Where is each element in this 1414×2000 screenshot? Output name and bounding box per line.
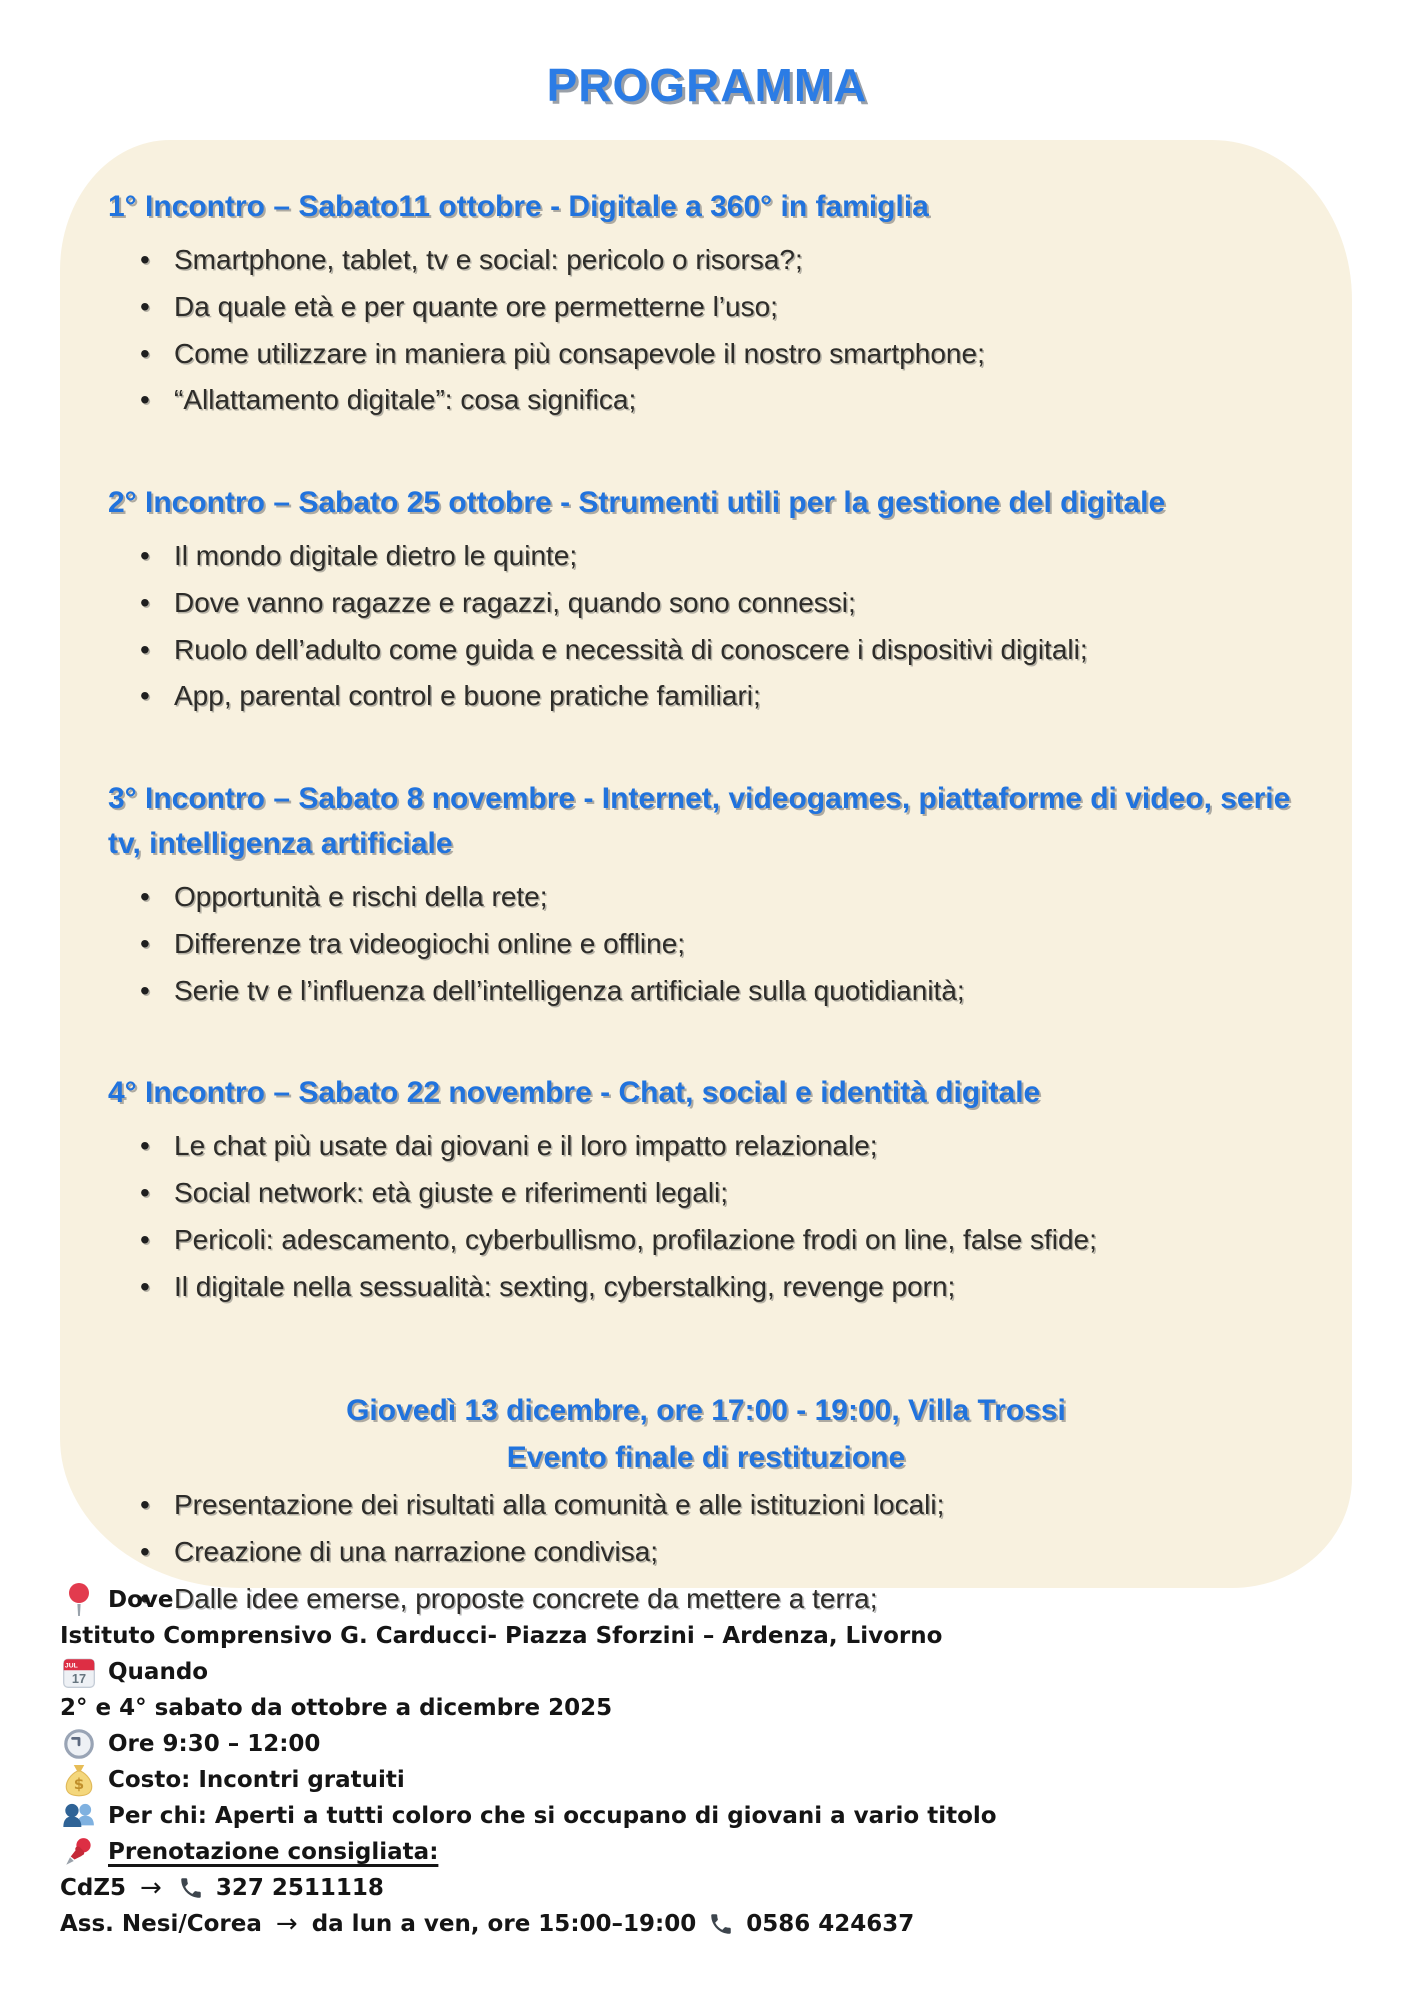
bullet-list: [108, 533, 1304, 720]
bullet-item: • Dalle idee emerse, proposte concrete da mettere a terra;: [140, 1576, 1304, 1623]
bullet-list: [108, 874, 1304, 1014]
money-bag-icon: [60, 1762, 98, 1798]
info-row-costo: [60, 1762, 1360, 1798]
costo-value: Costo: Incontri gratuiti: [108, 1766, 405, 1793]
info-row-dove: [60, 1582, 1360, 1618]
bullet-item: • “Allattamento digitale”: cosa significa;: [140, 377, 1304, 424]
dove-label: Dove: [108, 1586, 174, 1613]
calendar-icon: [60, 1654, 98, 1690]
section-heading: 1° Incontro – Sabato11 ottobre - Digitale a 360° in famiglia: [108, 190, 929, 223]
section-heading: 4° Incontro – Sabato 22 novembre - Chat, social e identità digitale: [108, 1076, 1041, 1110]
dove-value: Istituto Comprensivo G. Carducci- Piazza Sforzini – Ardenza, Livorno: [60, 1622, 943, 1649]
booking-name: Ass. Nesi/Corea: [60, 1910, 262, 1937]
info-row-ore: [60, 1726, 1360, 1762]
arrow-glyph: →: [275, 1909, 298, 1939]
prenotazione-label: Prenotazione consigliata:: [108, 1838, 439, 1865]
svg-text:JUL: JUL: [64, 1662, 78, 1670]
bullet-item: • Ruolo dell’adulto come guida e necessità di conoscere i dispositivi digitali;: [140, 627, 1304, 674]
bullet-item: • Il digitale nella sessualità: sexting, cyberstalking, revenge porn;: [140, 1264, 1304, 1311]
section-heading: 2° Incontro – Sabato 25 ottobre - Strumenti utili per la gestione del digitale: [108, 486, 1166, 519]
info-row-quando: [60, 1654, 1360, 1690]
bullet-list: [108, 237, 1304, 424]
info-row-dove-value: [60, 1618, 1360, 1654]
section-incontro-1: [108, 184, 1304, 424]
info-row-per-chi: [60, 1798, 1360, 1834]
info-row-quando-value: [60, 1690, 1360, 1726]
bullet-item: • Social network: età giuste e riferimenti legali;: [140, 1170, 1304, 1217]
bullet-item: • Le chat più usate dai giovani e il loro impatto relazionale;: [140, 1123, 1304, 1170]
svg-text:$: $: [73, 1775, 85, 1793]
info-row-booking-nesi: [60, 1906, 1360, 1942]
bullet-item: • Opportunità e rischi della rete;: [140, 874, 1304, 921]
bullet-item: • Serie tv e l’influenza dell’intelligenza artificiale sulla quotidianità;: [140, 968, 1304, 1015]
bullet-item: • Smartphone, tablet, tv e social: pericolo o risorsa?;: [140, 237, 1304, 284]
info-block: [60, 1582, 1360, 1942]
section-heading: 3° Incontro – Sabato 8 novembre - Internet, videogames, piattaforme di video, serie tv, intelligenza artificiale: [108, 782, 1291, 860]
bullet-item: • Come utilizzare in maniera più consapevole il nostro smartphone;: [140, 331, 1304, 378]
ore-value: Ore 9:30 – 12:00: [108, 1730, 321, 1757]
svg-text:17: 17: [71, 1671, 87, 1687]
bullet-item: • Pericoli: adescamento, cyberbullismo, profilazione frodi on line, false sfide;: [140, 1217, 1304, 1264]
per-chi-value: Per chi: Aperti a tutti coloro che si occupano di giovani a vario titolo: [108, 1802, 997, 1829]
info-row-prenotazione: [60, 1834, 1360, 1870]
booking-phone: 0586 424637: [746, 1910, 915, 1937]
section-incontro-4: [108, 1070, 1304, 1310]
phone-receiver-icon: [176, 1870, 206, 1906]
phone-receiver-icon: [706, 1906, 736, 1942]
pushpin-icon: [60, 1834, 98, 1870]
section-incontro-3: [108, 776, 1304, 1014]
busts-people-icon: [60, 1798, 98, 1834]
section-incontro-2: [108, 480, 1304, 720]
clock-icon: [60, 1726, 98, 1762]
final-event-title: Evento finale di restituzione: [506, 1441, 906, 1475]
bullet-item: • Presentazione dei risultati alla comunità e alle istituzioni locali;: [140, 1482, 1304, 1529]
booking-name: CdZ5: [60, 1874, 127, 1901]
bullet-list: [108, 1123, 1304, 1310]
arrow-glyph: →: [140, 1873, 162, 1903]
program-panel: [60, 140, 1352, 1614]
booking-hours: da lun a ven, ore 15:00–19:00: [311, 1910, 697, 1937]
info-row-booking-cdz5: [60, 1870, 1360, 1906]
bullet-item: • App, parental control e buone pratiche familiari;: [140, 673, 1304, 720]
bullet-item: • Differenze tra videogiochi online e offline;: [140, 921, 1304, 968]
bullet-item: • Da quale età e per quante ore permetterne l’uso;: [140, 284, 1304, 331]
round-pushpin-icon: [60, 1582, 98, 1618]
quando-value: 2° e 4° sabato da ottobre a dicembre 2025: [60, 1694, 613, 1721]
booking-phone: 327 2511118: [215, 1874, 384, 1901]
page-title: PROGRAMMA: [546, 59, 868, 111]
quando-label: Quando: [108, 1658, 209, 1685]
bullet-item: • Il mondo digitale dietro le quinte;: [140, 533, 1304, 580]
bullet-item: • Dove vanno ragazze e ragazzi, quando sono connessi;: [140, 580, 1304, 627]
final-event-date: Giovedì 13 dicembre, ore 17:00 - 19:00, Villa Trossi: [346, 1394, 1066, 1428]
bullet-item: • Creazione di una narrazione condivisa;: [140, 1529, 1304, 1576]
